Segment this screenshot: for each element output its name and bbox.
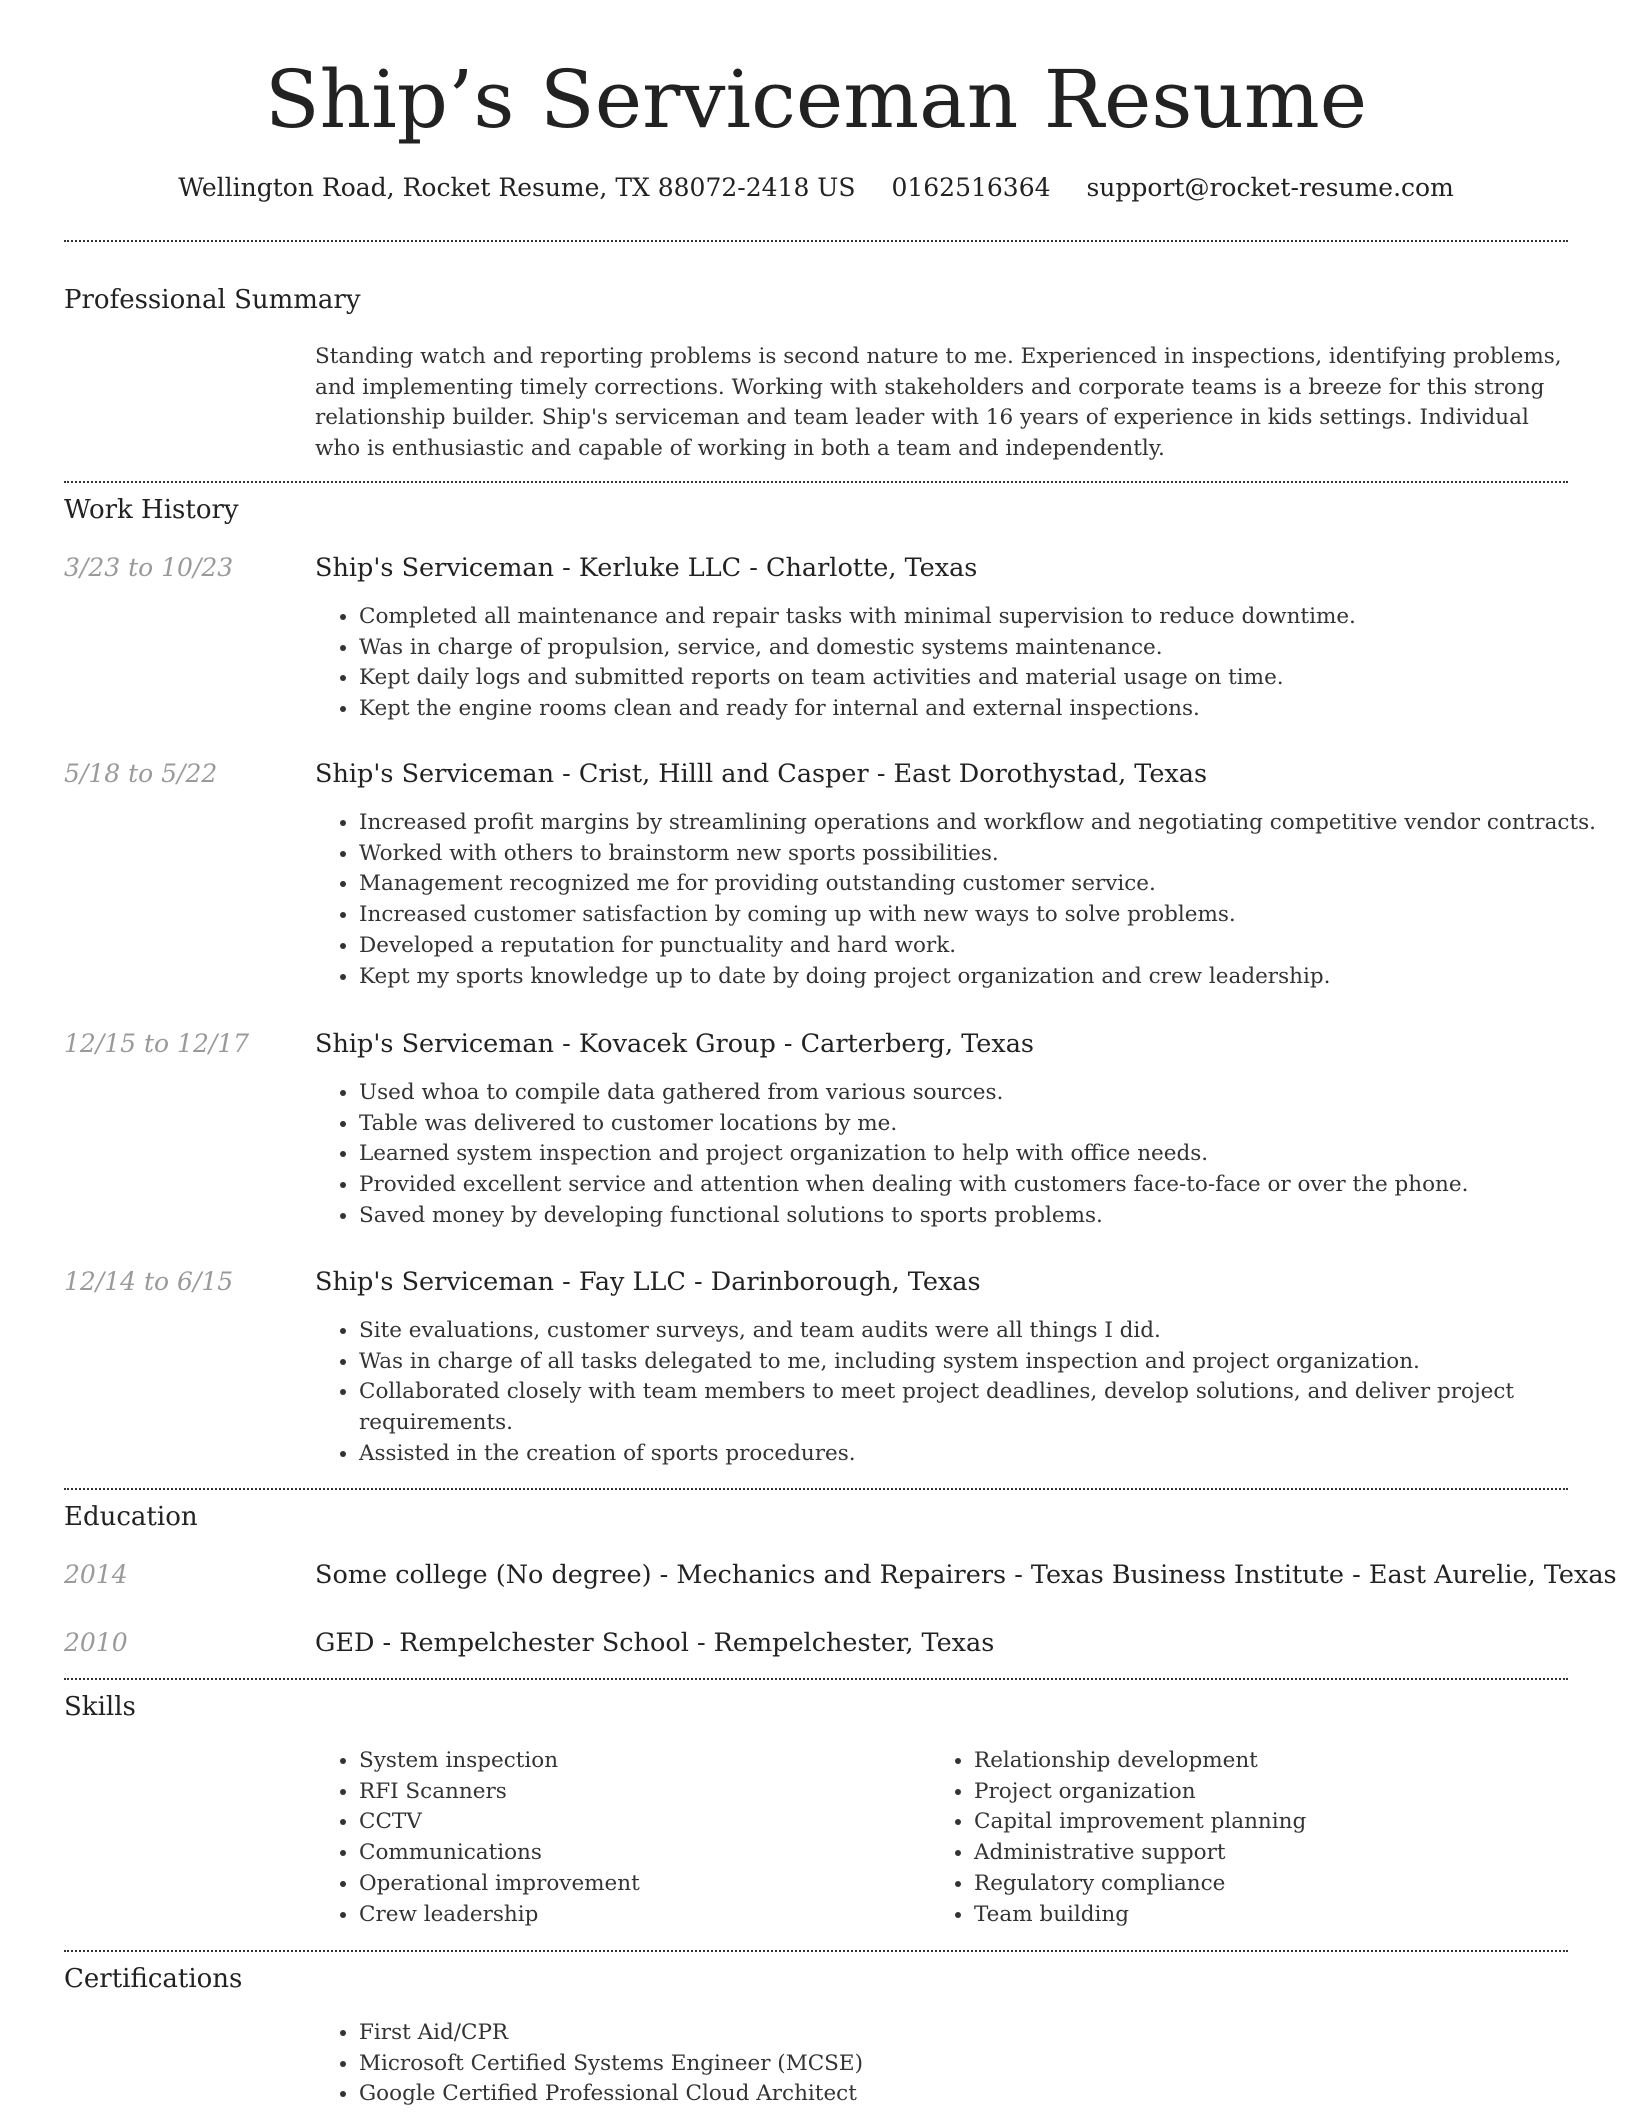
job-dates: 12/14 to 6/15 xyxy=(64,1267,234,1296)
list-item: • Provided excellent service and attention when dealing with customers face-to-face or over the phone. xyxy=(359,1170,1609,1201)
list-item: • Worked with others to brainstorm new sports possibilities. xyxy=(359,839,1609,870)
certifications-title: Certifications xyxy=(64,1964,243,1994)
skills-title: Skills xyxy=(64,1692,136,1722)
list-item: • CCTV xyxy=(359,1807,919,1838)
skills-list-right xyxy=(930,1746,1534,1930)
list-item: • Operational improvement xyxy=(359,1869,919,1900)
list-item: • Project organization xyxy=(974,1777,1534,1808)
contact-address: Wellington Road, Rocket Resume, TX 88072-2418 US xyxy=(178,173,856,202)
list-item: • Increased customer satisfaction by coming up with new ways to solve problems. xyxy=(359,900,1609,931)
list-item: • Was in charge of propulsion, service, and domestic systems maintenance. xyxy=(359,633,1609,664)
section-divider xyxy=(64,1488,1568,1490)
list-item: • Administrative support xyxy=(974,1838,1534,1869)
list-item: • Google Certified Professional Cloud Architect xyxy=(359,2079,1609,2110)
skills-list-left xyxy=(315,1746,919,1930)
work-history-title: Work History xyxy=(64,495,239,525)
list-item: • Site evaluations, customer surveys, and team audits were all things I did. xyxy=(359,1316,1609,1347)
summary-text: Standing watch and reporting problems is second nature to me. Experienced in inspections, identifying problems, and implementing timely corrections. Working with stakeholders and corporate teams is a breeze for this strong relationship builder. Ship's serviceman and team leader with 16 years of experience in kids settings. Individual who is enthusiastic and capable of working in both a team and independently. xyxy=(315,344,1562,462)
list-item: • Capital improvement planning xyxy=(974,1807,1534,1838)
education-year: 2014 xyxy=(64,1560,128,1589)
summary-title: Professional Summary xyxy=(64,285,361,315)
list-item: • Microsoft Certified Systems Engineer (MCSE) xyxy=(359,2049,1609,2080)
list-item: • RFI Scanners xyxy=(359,1777,919,1808)
contact-phone: 0162516364 xyxy=(891,173,1051,202)
list-item: • Used whoa to compile data gathered from various sources. xyxy=(359,1078,1609,1109)
list-item: • Management recognized me for providing outstanding customer service. xyxy=(359,869,1609,900)
list-item: • Increased profit margins by streamlining operations and workflow and negotiating competitive vendor contracts. xyxy=(359,808,1609,839)
job-title: Ship's Serviceman - Fay LLC - Darinborough, Texas xyxy=(315,1267,981,1297)
education-entry: GED - Rempelchester School - Rempelchester, Texas xyxy=(315,1628,995,1658)
list-item: • Relationship development xyxy=(974,1746,1534,1777)
job-bullets xyxy=(315,808,1609,992)
education-year: 2010 xyxy=(64,1628,128,1657)
list-item: • Collaborated closely with team members to meet project deadlines, develop solutions, and deliver project requirements. xyxy=(359,1377,1609,1438)
education-title: Education xyxy=(64,1502,198,1532)
list-item: • First Aid/CPR xyxy=(359,2018,1609,2049)
contact-line xyxy=(0,170,1632,206)
job-dates: 5/18 to 5/22 xyxy=(64,759,218,788)
list-item: • Crew leadership xyxy=(359,1900,919,1931)
list-item: • Kept my sports knowledge up to date by doing project organization and crew leadership. xyxy=(359,962,1609,993)
list-item: • Kept daily logs and submitted reports on team activities and material usage on time. xyxy=(359,663,1609,694)
section-divider xyxy=(64,1950,1568,1952)
list-item: • Team building xyxy=(974,1900,1534,1931)
list-item: • Was in charge of all tasks delegated to me, including system inspection and project organization. xyxy=(359,1347,1609,1378)
job-title: Ship's Serviceman - Kovacek Group - Carterberg, Texas xyxy=(315,1029,1034,1059)
section-divider xyxy=(64,240,1568,242)
list-item: • Regulatory compliance xyxy=(974,1869,1534,1900)
job-dates: 3/23 to 10/23 xyxy=(64,553,234,582)
job-dates: 12/15 to 12/17 xyxy=(64,1029,250,1058)
list-item: • Assisted in the creation of sports procedures. xyxy=(359,1439,1609,1470)
list-item: • Kept the engine rooms clean and ready for internal and external inspections. xyxy=(359,694,1609,725)
list-item: • Learned system inspection and project organization to help with office needs. xyxy=(359,1139,1609,1170)
list-item: • Communications xyxy=(359,1838,919,1869)
job-bullets xyxy=(315,1078,1609,1232)
list-item: • System inspection xyxy=(359,1746,919,1777)
job-title: Ship's Serviceman - Crist, Hilll and Casper - East Dorothystad, Texas xyxy=(315,759,1208,789)
contact-email: support@rocket-resume.com xyxy=(1086,173,1454,202)
section-divider xyxy=(64,481,1568,483)
resume-name: Ship’s Serviceman Resume xyxy=(264,53,1368,146)
list-item: • Completed all maintenance and repair tasks with minimal supervision to reduce downtime. xyxy=(359,602,1609,633)
job-bullets xyxy=(315,602,1609,725)
section-divider xyxy=(64,1678,1568,1680)
list-item: • Developed a reputation for punctuality and hard work. xyxy=(359,931,1609,962)
job-title: Ship's Serviceman - Kerluke LLC - Charlotte, Texas xyxy=(315,553,978,583)
list-item: • Saved money by developing functional solutions to sports problems. xyxy=(359,1201,1609,1232)
job-bullets xyxy=(315,1316,1609,1470)
education-entry: Some college (No degree) - Mechanics and Repairers - Texas Business Institute - East Aurelie, Texas xyxy=(315,1560,1617,1590)
certifications-list xyxy=(315,2018,1609,2110)
list-item: • Table was delivered to customer locations by me. xyxy=(359,1109,1609,1140)
